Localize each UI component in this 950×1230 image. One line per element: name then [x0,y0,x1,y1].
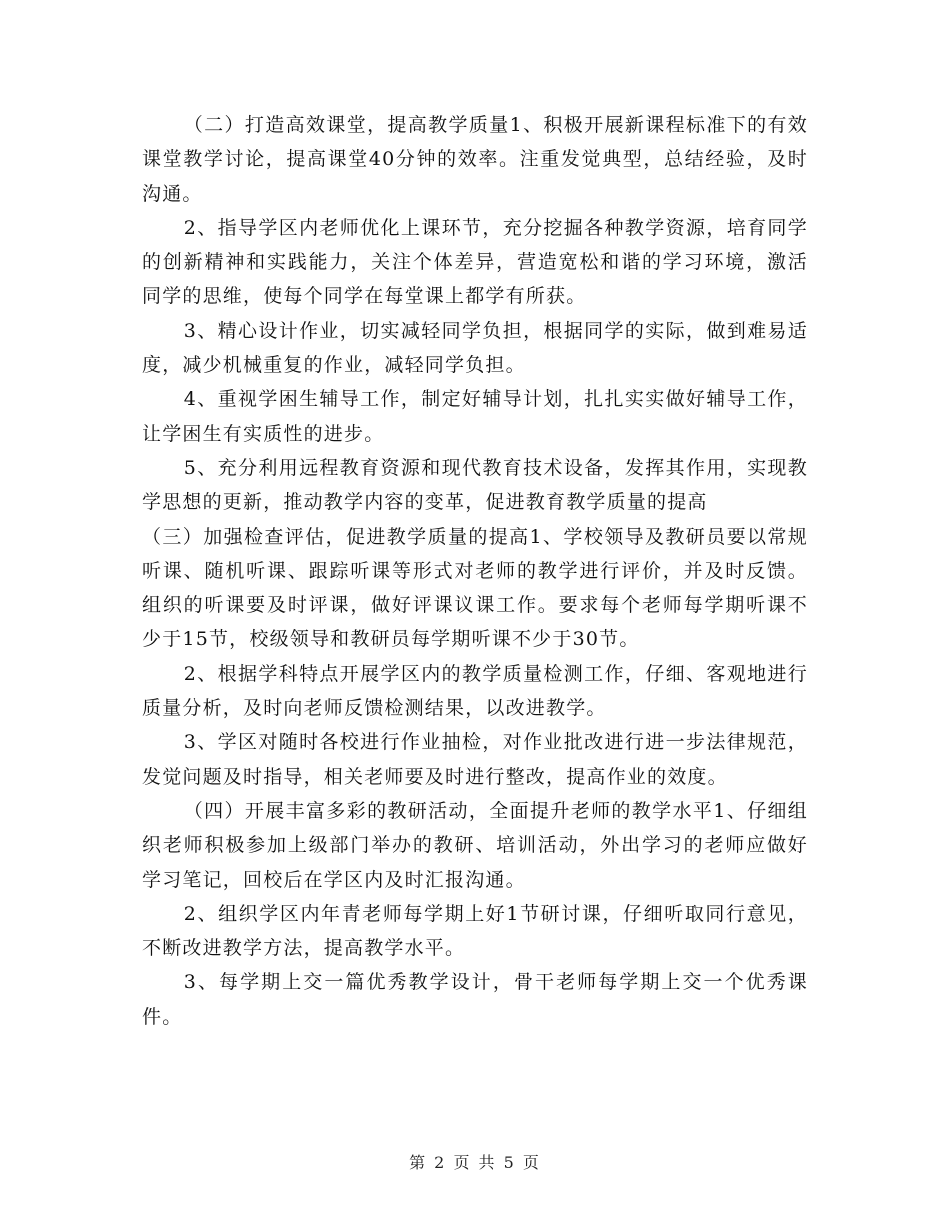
document-body [142,108,808,1034]
section-three-item-3-paragraph: 3、学区对随时各校进行作业抽检，对作业批改进行进一步法律规范，发觉问题及时指导，相关老师要及时进行整改，提高作业的效度。 [142,731,808,788]
section-three-item-2-paragraph: 2、根据学科特点开展学区内的教学质量检测工作，仔细、客观地进行质量分析，及时向老师反馈检测结果，以改进教学。 [142,662,808,720]
section-two-paragraph: （二）打造高效课堂，提高教学质量1、积极开展新课程标准下的有效课堂教学讨论，提高课堂40分钟的效率。注重发觉典型，总结经验，及时沟通。 [142,114,808,205]
item-2-paragraph: 2、指导学区内老师优化上课环节，充分挖掘各种教学资源，培育同学的创新精神和实践能力，关注个体差异，营造宽松和谐的学习环境，激活同学的思维，使每个同学在每堂课上都学有所获。 [142,216,808,308]
section-four-item-3-paragraph: 3、每学期上交一篇优秀教学设计，骨干老师每学期上交一个优秀课件。 [142,971,808,1028]
section-three-paragraph: （三）加强检查评估，促进教学质量的提高1、学校领导及教研员要以常规听课、随机听课、跟踪听课等形式对老师的教学进行评价，并及时反馈。组织的听课要及时评课，做好评课议课工作。要求每个老师每学期听课不少于15节，校级领导和教研员每学期听课不少于30节。 [142,525,808,651]
section-four-item-2-paragraph: 2、组织学区内年青老师每学期上好1节研讨课，仔细听取同行意见，不断改进教学方法，提高教学水平。 [142,902,808,960]
item-3-paragraph: 3、精心设计作业，切实减轻同学负担，根据同学的实际，做到难易适度，减少机械重复的作业，减轻同学负担。 [142,319,808,377]
page-number-footer: 第 2 页 共 5 页 [409,1153,541,1172]
section-four-paragraph: （四）开展丰富多彩的教研活动，全面提升老师的教学水平1、仔细组织老师积极参加上级部门举办的教研、培训活动，外出学习的老师应做好学习笔记，回校后在学区内及时汇报沟通。 [142,799,808,891]
item-5-paragraph: 5、充分利用远程教育资源和现代教育技术设备，发挥其作用，实现教学思想的更新，推动教学内容的变革，促进教育教学质量的提高 [142,456,808,514]
item-4-paragraph: 4、重视学困生辅导工作，制定好辅导计划，扎扎实实做好辅导工作，让学困生有实质性的进步。 [142,388,808,445]
